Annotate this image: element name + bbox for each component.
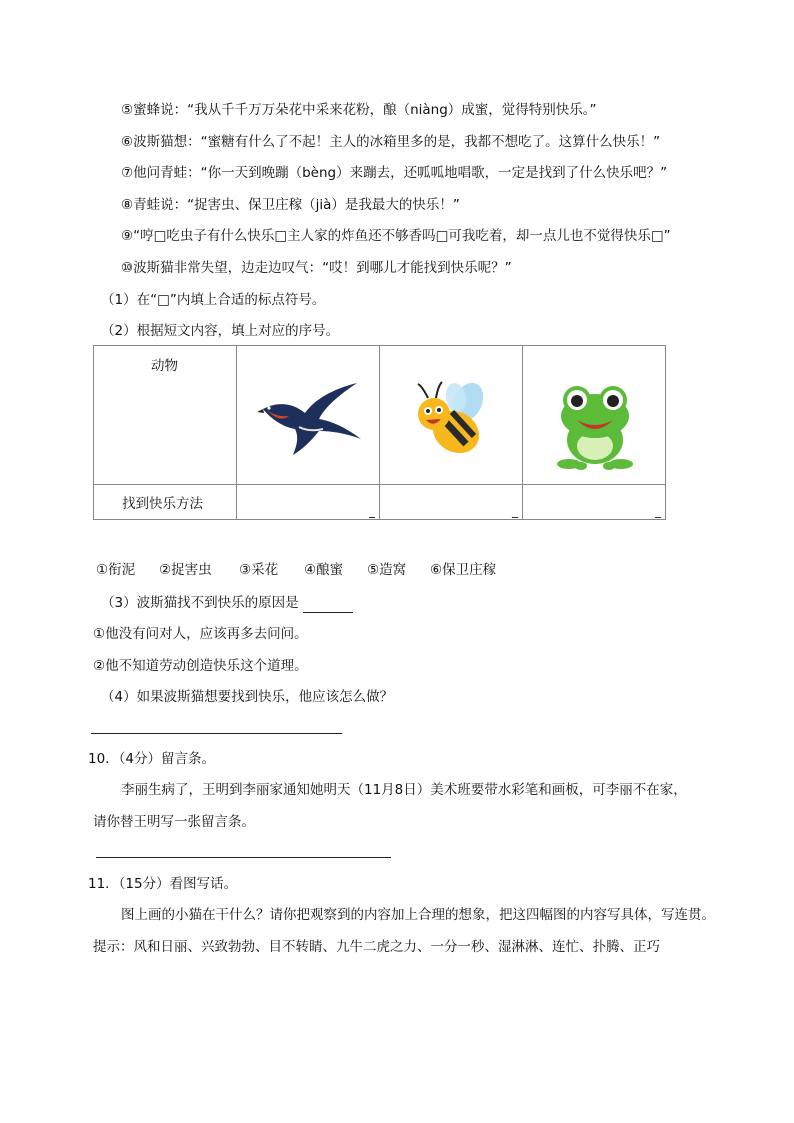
story-line-8: ⑧青蛙说：“捉害虫、保卫庄稼（jià）是我最大的快乐！” [121, 197, 460, 213]
question-2: （2）根据短文内容，填上对应的序号。 [101, 323, 340, 339]
section-10-body-1: 李丽生病了，王明到李丽家通知她明天（11月8日）美术班要带水彩笔和画板，可李丽不在家， [121, 782, 687, 798]
row-label-cell [94, 485, 237, 520]
answer-cell-bee[interactable] [380, 485, 523, 520]
question-3-option-2: ②他不知道劳动创造快乐这个道理。 [93, 658, 308, 674]
option-5: ⑤造窝 [367, 562, 407, 578]
blank-mark: _ [512, 504, 518, 518]
question-4-answer-line[interactable] [91, 733, 342, 734]
option-6: ⑥保卫庄稼 [430, 562, 497, 578]
section-11-hint: 提示：风和日丽、兴致勃勃、目不转睛、九牛二虎之力、一分一秒、湿淋淋、连忙、扑腾、正巧 [93, 939, 660, 955]
option-4: ④酿蜜 [304, 562, 344, 578]
answer-cell-frog[interactable] [523, 485, 666, 520]
row-label: 找到快乐方法 [122, 496, 203, 512]
table-header-cell [94, 346, 237, 485]
section-11-body: 图上画的小猫在干什么？请你把观察到的内容加上合理的想象，把这四幅图的内容写具体，写连贯。 [121, 907, 715, 923]
section-10-answer-line[interactable] [96, 857, 391, 858]
story-line-10: ⑩波斯猫非常失望，边走边叹气：“哎！到哪儿才能找到快乐呢？” [121, 260, 512, 276]
bee-cell [380, 346, 523, 485]
option-1: ①衔泥 [96, 562, 136, 578]
frog-icon [547, 378, 643, 474]
swallow-cell [237, 346, 380, 485]
bee-icon [408, 374, 498, 464]
section-10-body-2: 请你替王明写一张留言条。 [93, 814, 255, 830]
section-11-title: 11．（15分）看图写话。 [88, 876, 238, 892]
swallow-icon [253, 379, 363, 459]
blank-mark: _ [655, 504, 661, 518]
question-3 [101, 593, 353, 613]
story-line-6: ⑥波斯猫想：“蜜糖有什么了不起！主人的冰箱里多的是，我都不想吃了。这算什么快乐！” [121, 134, 661, 150]
question-1: （1）在“□”内填上合适的标点符号。 [101, 292, 326, 308]
question-3-text: （3）波斯猫找不到快乐的原因是 [101, 595, 299, 611]
table-header-label: 动物 [151, 358, 178, 374]
option-3: ③采花 [239, 562, 279, 578]
option-2: ②捉害虫 [159, 562, 212, 578]
story-line-7: ⑦他问青蛙：“你一天到晚蹦（bèng）来蹦去，还呱呱地唱歌，一定是找到了什么快乐吧？” [121, 165, 668, 181]
answer-cell-swallow[interactable] [237, 485, 380, 520]
question-3-blank[interactable] [303, 598, 353, 613]
section-10-title: 10．（4分）留言条。 [88, 751, 216, 767]
story-line-9: ⑨“哼□吃虫子有什么快乐□主人家的炸鱼还不够香吗□可我吃着，却一点儿也不觉得快乐□” [121, 228, 671, 244]
story-line-5: ⑤蜜蜂说：“我从千千万万朵花中采来花粉，酿（niàng）成蜜，觉得特别快乐。” [121, 102, 597, 118]
frog-cell [523, 346, 666, 485]
animal-table [93, 345, 666, 520]
question-4: （4）如果波斯猫想要找到快乐，他应该怎么做？ [101, 689, 394, 705]
question-3-option-1: ①他没有问对人，应该再多去问问。 [93, 626, 308, 642]
blank-mark: _ [369, 504, 375, 518]
